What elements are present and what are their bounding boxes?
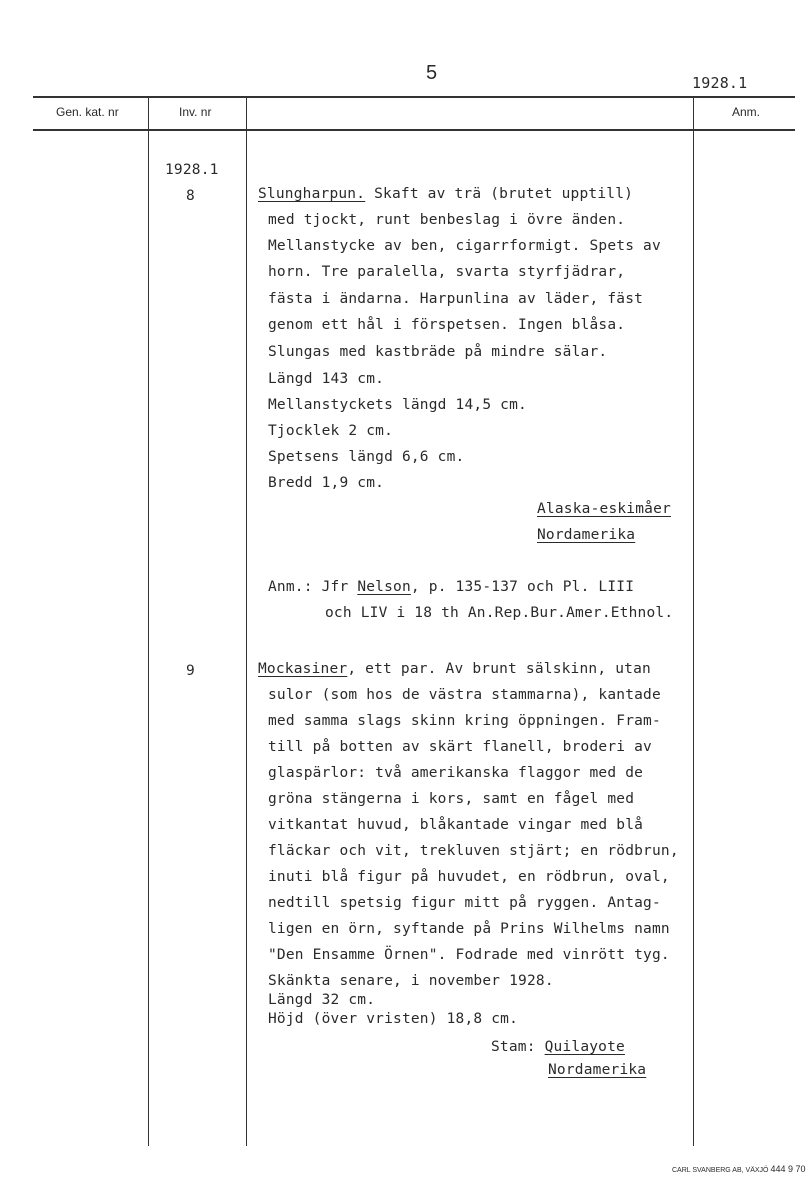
header-inv-nr: Inv. nr [179,105,212,119]
inv-number-8: 8 [186,188,195,204]
entry-8-line-6: Slungas med kastbräde på mindre sälar. [268,344,608,360]
entry-9-line-0: Mockasiner, ett par. Av brunt sälskinn, utan [258,661,651,677]
year-reference: 1928.1 [692,74,748,92]
entry-9-line-10: ligen en örn, syftande på Prins Wilhelms namn [268,921,670,937]
entry-9-line-11: "Den Ensamme Örnen". Fodrade med vinrött tyg. [268,947,670,963]
entry-8-anm-reference: Nelson [357,579,411,595]
entry-9-line-1: sulor (som hos de västra stammarna), kantade [268,687,661,703]
entry-8-line-8: Mellanstyckets längd 14,5 cm. [268,397,527,413]
entry-9-line-6: vitkantat huvud, blåkantade vingar med blå [268,817,644,833]
entry-9-line-4: glaspärlor: två amerikanska flaggor med de [268,765,644,781]
entry-8-line-7: Längd 143 cm. [268,371,385,387]
header-anm: Anm. [732,105,761,119]
entry-8-anm-line-1: Anm.: Jfr Nelson, p. 135-137 och Pl. LIII [268,579,635,595]
entry-9-line-3: till på botten av skärt flanell, broderi av [268,739,652,755]
entry-9-line-2: med samma slags skinn kring öppningen. Fram- [268,713,661,729]
entry-9-line-12: Skänkta senare, i november 1928. [268,973,554,989]
entry-9-line-9: nedtill spetsig figur mitt på ryggen. Antag- [268,895,661,911]
col-divider-2 [246,96,247,1146]
header-gen-kat-nr: Gen. kat. nr [56,105,119,119]
page-number: 5 [426,62,438,84]
col-divider-3 [693,96,694,1146]
entry-8-anm-line-2: och LIV i 18 th An.Rep.Bur.Amer.Ethnol. [325,605,674,621]
entry-8-line-11: Bredd 1,9 cm. [268,475,385,491]
entry-8-line-10: Spetsens längd 6,6 cm. [268,449,465,465]
entry-9-line-7: fläckar och vit, trekluven stjärt; en rödbrun, [268,843,679,859]
entry-9-line-14: Höjd (över vristen) 18,8 cm. [268,1011,519,1027]
entry-8-line-2: Mellanstycke av ben, cigarrformigt. Spets av [268,238,661,254]
inv-year: 1928.1 [165,162,219,178]
entry-9-stam: Stam: Quilayote [491,1039,625,1055]
entry-9-origin: Nordamerika [548,1062,647,1078]
entry-9-line-8: inuti blå figur på huvudet, en rödbrun, oval, [268,869,670,885]
entry-8-line-9: Tjocklek 2 cm. [268,423,394,439]
entry-9-title: Mockasiner [258,661,348,677]
entry-8-line-3: horn. Tre paralella, svarta styrfjädrar, [268,264,626,280]
col-divider-1 [148,96,149,1146]
inv-number-9: 9 [186,663,195,679]
entry-8-origin-2: Nordamerika [537,527,636,543]
entry-8-title: Slungharpun. [258,186,366,202]
entry-9-line-13: Längd 32 cm. [268,992,376,1008]
entry-9-stam-name: Quilayote [544,1039,625,1055]
printer-mark: CARL SVANBERG AB, VÄXJÖ 444 9 70 [672,1164,806,1174]
form-code: 444 9 70 [770,1164,806,1174]
entry-8-line-1: med tjockt, runt benbeslag i övre änden. [268,212,626,228]
entry-8-origin-1: Alaska-eskimåer [537,501,671,517]
entry-8-line-0: Slungharpun. Skaft av trä (brutet upptill) [258,186,634,202]
entry-8-line-4: fästa i ändarna. Harpunlina av läder, fäst [268,291,644,307]
entry-9-line-5: gröna stängerna i kors, samt en fågel med [268,791,635,807]
entry-8-line-5: genom ett hål i förspetsen. Ingen blåsa. [268,317,626,333]
